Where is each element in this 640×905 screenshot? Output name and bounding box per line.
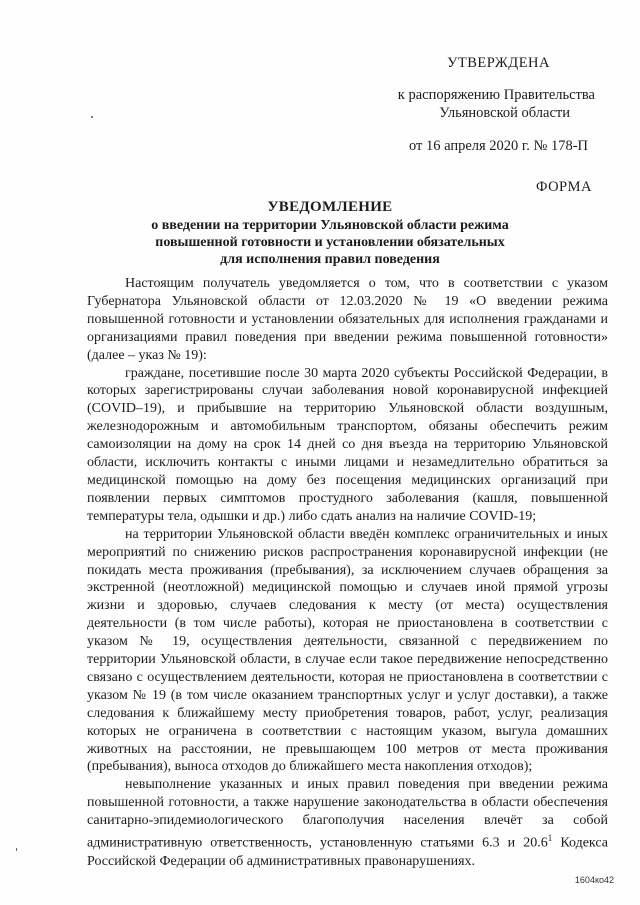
- approval-stamp-title: УТВЕРЖДЕНА: [447, 55, 550, 71]
- document-subtitle-line3: для исполнения правил поведения: [220, 252, 440, 267]
- document-subtitle-line1: о введении на территории Ульяновской области режима: [151, 218, 509, 233]
- paragraph-restrictions: на территории Ульяновской области введён комплекс ограничительных и иных мероприятий по снижению рисков распространения коронавирусной инфекции (не покидать места проживания (пребывания), за исключением случаев обращения за экстренной (неотложной) медицинской помощью и случаев иной прямой угрозы жизни и здоровью, случаев следования к месту (от места) осуществления деятельности (в том числе работы), которая не приостановлена в соответствии с указом № 19, осуществления деятельности, связанной с передвижением по территории Ульяновской области, в случае если такое передвижение непосредственно связано с осуществлением деятельности, которая не приостановлена в соответствии с указом № 19 (в том числе оказанием транспортных услуг и услуг доставки), а также следования к ближайшему месту приобретения товаров, работ, услуг, реализация которых не ограничена в соответствии с настоящим указом, выгула домашних животных на расстоянии, не превышающем 100 метров от места проживания (пребывания), выноса отходов до ближайшего места накопления отходов);: [87, 526, 608, 775]
- document-subtitle-line2: повышенной готовности и установлении обязательных: [155, 235, 505, 250]
- order-reference-line1: к распоряжению Правительства: [397, 87, 595, 103]
- article-superscript: 1: [547, 833, 553, 844]
- paragraph-intro: Настоящим получатель уведомляется о том, что в соответствии с указом Губернатора Ульяновской области от 12.03.2020 № 19 «О введении режима повышенной готовности и установлении обязательных для исполнения гражданами и организациями правил поведения при введении режима повышенной готовности» (далее – указ № 19):: [87, 276, 608, 363]
- footer-document-code: 1604ко42: [574, 875, 614, 885]
- paragraph-liability: [87, 776, 608, 870]
- document-title: УВЕДОМЛЕНИЕ: [267, 199, 393, 215]
- scan-speck: [91, 116, 93, 118]
- order-reference-line2: Ульяновской области: [439, 105, 570, 121]
- document-body: [87, 275, 608, 871]
- scan-speck: [16, 848, 17, 851]
- paragraph-liability-end: Кодекса Российской Федерации об административных правонарушениях.: [87, 835, 608, 869]
- paragraph-liability-main: невыполнение указанных и иных правил поведения при введении режима повышенной готовности, а также нарушение законодательства в области обеспечения санитарно-эпидемиологического благополучия населения влечёт за собой административную ответственность, установленную статьями 6.3 и 20.6: [87, 777, 608, 851]
- form-label: ФОРМА: [535, 179, 592, 195]
- paragraph-self-isolation: граждане, посетившие после 30 марта 2020 субъекты Российской Федерации, в которых зарегистрированы случаи заболевания новой коронавирусной инфекцией (COVID–19), и прибывшие на территорию Ульяновской области воздушным, железнодорожным и автомобильным транспортом, обязаны обеспечить режим самоизоляции на дому на срок 14 дней со дня въезда на территорию Ульяновской области, исключить контакты с иными лицами и незамедлительно обратиться за медицинской помощью на дому без посещения медицинских организаций при появлении первых симптомов простудного заболевания (кашля, повышенной температуры тела, одышки и др.) либо сдать анализ на наличие COVID-19;: [87, 365, 608, 524]
- document-title-block: [40, 198, 620, 268]
- order-date: от 16 апреля 2020 г. № 178-П: [408, 138, 588, 154]
